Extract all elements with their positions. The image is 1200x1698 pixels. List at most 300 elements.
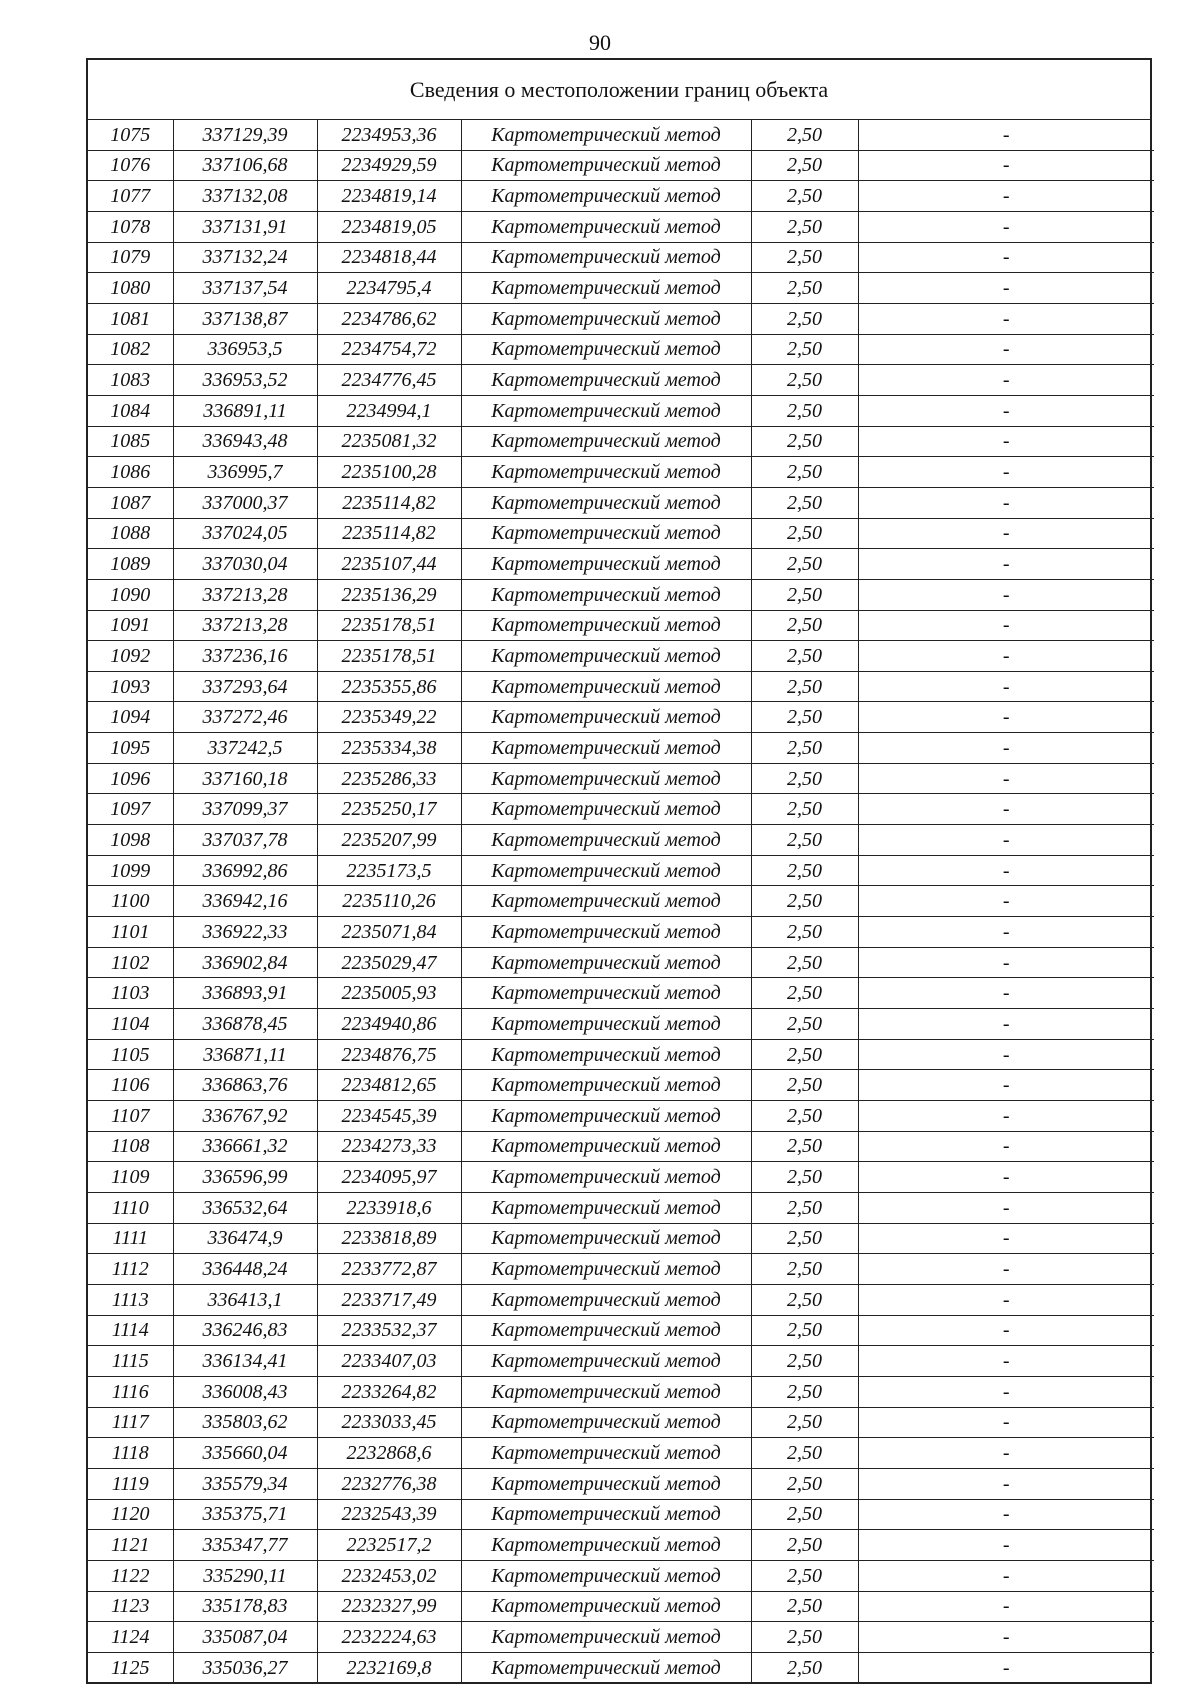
x-coordinate-cell: 335660,04: [173, 1438, 317, 1469]
x-coordinate-cell: 336992,86: [173, 855, 317, 886]
method-cell: Картометрический метод: [461, 487, 751, 518]
description-cell: -: [858, 733, 1154, 764]
description-cell: -: [858, 395, 1154, 426]
point-number-cell: 1098: [88, 825, 173, 856]
method-cell: Картометрический метод: [461, 733, 751, 764]
point-number-cell: 1120: [88, 1499, 173, 1530]
y-coordinate-cell: 2235334,38: [317, 733, 461, 764]
y-coordinate-cell: 2234819,05: [317, 211, 461, 242]
description-cell: -: [858, 1560, 1154, 1591]
point-number-cell: 1080: [88, 273, 173, 304]
method-cell: Картометрический метод: [461, 303, 751, 334]
table-row: [88, 1009, 1154, 1040]
method-cell: Картометрический метод: [461, 825, 751, 856]
description-cell: -: [858, 1315, 1154, 1346]
table-row: [88, 610, 1154, 641]
y-coordinate-cell: 2232776,38: [317, 1468, 461, 1499]
table-row: [88, 1499, 1154, 1530]
table-row: [88, 763, 1154, 794]
x-coordinate-cell: 336246,83: [173, 1315, 317, 1346]
description-cell: -: [858, 917, 1154, 948]
point-number-cell: 1084: [88, 395, 173, 426]
x-coordinate-cell: 337000,37: [173, 487, 317, 518]
y-coordinate-cell: 2234876,75: [317, 1039, 461, 1070]
x-coordinate-cell: 337137,54: [173, 273, 317, 304]
accuracy-cell: 2,50: [751, 395, 858, 426]
table-row: [88, 1192, 1154, 1223]
table-row: [88, 334, 1154, 365]
x-coordinate-cell: 337037,78: [173, 825, 317, 856]
point-number-cell: 1086: [88, 457, 173, 488]
table-row: [88, 886, 1154, 917]
accuracy-cell: 2,50: [751, 518, 858, 549]
method-cell: Картометрический метод: [461, 273, 751, 304]
y-coordinate-cell: 2235071,84: [317, 917, 461, 948]
y-coordinate-cell: 2234819,14: [317, 181, 461, 212]
y-coordinate-cell: 2235286,33: [317, 763, 461, 794]
point-number-cell: 1113: [88, 1284, 173, 1315]
table-row: [88, 671, 1154, 702]
accuracy-cell: 2,50: [751, 641, 858, 672]
method-cell: Картометрический метод: [461, 150, 751, 181]
table-row: [88, 917, 1154, 948]
point-number-cell: 1089: [88, 549, 173, 580]
accuracy-cell: 2,50: [751, 1315, 858, 1346]
x-coordinate-cell: 336596,99: [173, 1162, 317, 1193]
method-cell: Картометрический метод: [461, 1652, 751, 1682]
point-number-cell: 1076: [88, 150, 173, 181]
description-cell: -: [858, 855, 1154, 886]
point-number-cell: 1116: [88, 1376, 173, 1407]
x-coordinate-cell: 336413,1: [173, 1284, 317, 1315]
accuracy-cell: 2,50: [751, 917, 858, 948]
x-coordinate-cell: 336448,24: [173, 1254, 317, 1285]
point-number-cell: 1081: [88, 303, 173, 334]
x-coordinate-cell: 336922,33: [173, 917, 317, 948]
method-cell: Картометрический метод: [461, 1315, 751, 1346]
table-row: [88, 365, 1154, 396]
description-cell: -: [858, 702, 1154, 733]
point-number-cell: 1083: [88, 365, 173, 396]
y-coordinate-cell: 2235207,99: [317, 825, 461, 856]
coordinates-table: [88, 120, 1154, 1682]
description-cell: -: [858, 1438, 1154, 1469]
table-row: [88, 120, 1154, 150]
method-cell: Картометрический метод: [461, 1192, 751, 1223]
point-number-cell: 1107: [88, 1101, 173, 1132]
y-coordinate-cell: 2235355,86: [317, 671, 461, 702]
x-coordinate-cell: 337030,04: [173, 549, 317, 580]
point-number-cell: 1102: [88, 947, 173, 978]
description-cell: -: [858, 794, 1154, 825]
method-cell: Картометрический метод: [461, 1591, 751, 1622]
accuracy-cell: 2,50: [751, 1070, 858, 1101]
y-coordinate-cell: 2233264,82: [317, 1376, 461, 1407]
description-cell: -: [858, 1346, 1154, 1377]
table-row: [88, 794, 1154, 825]
y-coordinate-cell: 2232517,2: [317, 1530, 461, 1561]
method-cell: Картометрический метод: [461, 1223, 751, 1254]
description-cell: -: [858, 1499, 1154, 1530]
table-row: [88, 1591, 1154, 1622]
accuracy-cell: 2,50: [751, 1407, 858, 1438]
x-coordinate-cell: 336532,64: [173, 1192, 317, 1223]
table-row: [88, 1254, 1154, 1285]
accuracy-cell: 2,50: [751, 365, 858, 396]
table-row: [88, 825, 1154, 856]
description-cell: -: [858, 1223, 1154, 1254]
accuracy-cell: 2,50: [751, 763, 858, 794]
point-number-cell: 1087: [88, 487, 173, 518]
description-cell: -: [858, 273, 1154, 304]
x-coordinate-cell: 336942,16: [173, 886, 317, 917]
description-cell: -: [858, 518, 1154, 549]
x-coordinate-cell: 336943,48: [173, 426, 317, 457]
description-cell: -: [858, 1407, 1154, 1438]
accuracy-cell: 2,50: [751, 1622, 858, 1653]
description-cell: -: [858, 150, 1154, 181]
method-cell: Картометрический метод: [461, 1162, 751, 1193]
method-cell: Картометрический метод: [461, 641, 751, 672]
accuracy-cell: 2,50: [751, 855, 858, 886]
point-number-cell: 1123: [88, 1591, 173, 1622]
method-cell: Картометрический метод: [461, 610, 751, 641]
point-number-cell: 1079: [88, 242, 173, 273]
x-coordinate-cell: 335036,27: [173, 1652, 317, 1682]
y-coordinate-cell: 2235005,93: [317, 978, 461, 1009]
description-cell: -: [858, 763, 1154, 794]
table-row: [88, 273, 1154, 304]
method-cell: Картометрический метод: [461, 1468, 751, 1499]
y-coordinate-cell: 2232169,8: [317, 1652, 461, 1682]
point-number-cell: 1078: [88, 211, 173, 242]
y-coordinate-cell: 2234095,97: [317, 1162, 461, 1193]
description-cell: -: [858, 579, 1154, 610]
accuracy-cell: 2,50: [751, 1162, 858, 1193]
method-cell: Картометрический метод: [461, 1101, 751, 1132]
accuracy-cell: 2,50: [751, 211, 858, 242]
accuracy-cell: 2,50: [751, 1131, 858, 1162]
description-cell: -: [858, 426, 1154, 457]
y-coordinate-cell: 2235349,22: [317, 702, 461, 733]
y-coordinate-cell: 2235081,32: [317, 426, 461, 457]
method-cell: Картометрический метод: [461, 1407, 751, 1438]
point-number-cell: 1109: [88, 1162, 173, 1193]
table-row: [88, 579, 1154, 610]
table-row: [88, 1468, 1154, 1499]
x-coordinate-cell: 337242,5: [173, 733, 317, 764]
table-row: [88, 1131, 1154, 1162]
accuracy-cell: 2,50: [751, 242, 858, 273]
x-coordinate-cell: 336902,84: [173, 947, 317, 978]
description-cell: -: [858, 1376, 1154, 1407]
table-row: [88, 1346, 1154, 1377]
description-cell: -: [858, 1254, 1154, 1285]
table-row: [88, 1223, 1154, 1254]
y-coordinate-cell: 2234953,36: [317, 120, 461, 150]
y-coordinate-cell: 2235178,51: [317, 641, 461, 672]
accuracy-cell: 2,50: [751, 1009, 858, 1040]
x-coordinate-cell: 337132,24: [173, 242, 317, 273]
point-number-cell: 1125: [88, 1652, 173, 1682]
accuracy-cell: 2,50: [751, 150, 858, 181]
point-number-cell: 1090: [88, 579, 173, 610]
point-number-cell: 1094: [88, 702, 173, 733]
y-coordinate-cell: 2234273,33: [317, 1131, 461, 1162]
method-cell: Картометрический метод: [461, 579, 751, 610]
y-coordinate-cell: 2235110,26: [317, 886, 461, 917]
point-number-cell: 1103: [88, 978, 173, 1009]
x-coordinate-cell: 336134,41: [173, 1346, 317, 1377]
point-number-cell: 1124: [88, 1622, 173, 1653]
y-coordinate-cell: 2233033,45: [317, 1407, 461, 1438]
table-row: [88, 1315, 1154, 1346]
description-cell: -: [858, 1468, 1154, 1499]
y-coordinate-cell: 2234754,72: [317, 334, 461, 365]
page-number: 90: [589, 30, 611, 55]
y-coordinate-cell: 2234929,59: [317, 150, 461, 181]
x-coordinate-cell: 335579,34: [173, 1468, 317, 1499]
accuracy-cell: 2,50: [751, 733, 858, 764]
x-coordinate-cell: 337099,37: [173, 794, 317, 825]
table-row: [88, 1622, 1154, 1653]
accuracy-cell: 2,50: [751, 947, 858, 978]
table-row: [88, 1070, 1154, 1101]
method-cell: Картометрический метод: [461, 1346, 751, 1377]
y-coordinate-cell: 2232327,99: [317, 1591, 461, 1622]
point-number-cell: 1096: [88, 763, 173, 794]
x-coordinate-cell: 336878,45: [173, 1009, 317, 1040]
description-cell: -: [858, 641, 1154, 672]
table-row: [88, 947, 1154, 978]
description-cell: -: [858, 1284, 1154, 1315]
description-cell: -: [858, 1162, 1154, 1193]
description-cell: -: [858, 181, 1154, 212]
method-cell: Картометрический метод: [461, 181, 751, 212]
table-row: [88, 211, 1154, 242]
method-cell: Картометрический метод: [461, 365, 751, 396]
description-cell: -: [858, 1192, 1154, 1223]
description-cell: -: [858, 365, 1154, 396]
y-coordinate-cell: 2235114,82: [317, 518, 461, 549]
description-cell: -: [858, 457, 1154, 488]
accuracy-cell: 2,50: [751, 1284, 858, 1315]
point-number-cell: 1104: [88, 1009, 173, 1040]
y-coordinate-cell: 2233532,37: [317, 1315, 461, 1346]
x-coordinate-cell: 337132,08: [173, 181, 317, 212]
method-cell: Картометрический метод: [461, 1376, 751, 1407]
description-cell: -: [858, 487, 1154, 518]
table-row: [88, 303, 1154, 334]
y-coordinate-cell: 2234776,45: [317, 365, 461, 396]
accuracy-cell: 2,50: [751, 1039, 858, 1070]
accuracy-cell: 2,50: [751, 794, 858, 825]
y-coordinate-cell: 2235114,82: [317, 487, 461, 518]
x-coordinate-cell: 337293,64: [173, 671, 317, 702]
point-number-cell: 1111: [88, 1223, 173, 1254]
method-cell: Картометрический метод: [461, 549, 751, 580]
method-cell: Картометрический метод: [461, 457, 751, 488]
table-row: [88, 1530, 1154, 1561]
accuracy-cell: 2,50: [751, 549, 858, 580]
x-coordinate-cell: 337131,91: [173, 211, 317, 242]
table-row: [88, 1101, 1154, 1132]
y-coordinate-cell: 2234812,65: [317, 1070, 461, 1101]
point-number-cell: 1095: [88, 733, 173, 764]
table-row: [88, 549, 1154, 580]
x-coordinate-cell: 337213,28: [173, 579, 317, 610]
method-cell: Картометрический метод: [461, 1530, 751, 1561]
table-row: [88, 518, 1154, 549]
accuracy-cell: 2,50: [751, 1101, 858, 1132]
y-coordinate-cell: 2234795,4: [317, 273, 461, 304]
y-coordinate-cell: 2235107,44: [317, 549, 461, 580]
table-row: [88, 1407, 1154, 1438]
table-row: [88, 487, 1154, 518]
method-cell: Картометрический метод: [461, 1131, 751, 1162]
accuracy-cell: 2,50: [751, 886, 858, 917]
x-coordinate-cell: 336767,92: [173, 1101, 317, 1132]
method-cell: Картометрический метод: [461, 763, 751, 794]
description-cell: -: [858, 1652, 1154, 1682]
y-coordinate-cell: 2233918,6: [317, 1192, 461, 1223]
x-coordinate-cell: 336871,11: [173, 1039, 317, 1070]
method-cell: Картометрический метод: [461, 1622, 751, 1653]
description-cell: -: [858, 886, 1154, 917]
method-cell: Картометрический метод: [461, 1009, 751, 1040]
point-number-cell: 1110: [88, 1192, 173, 1223]
x-coordinate-cell: 337129,39: [173, 120, 317, 150]
accuracy-cell: 2,50: [751, 978, 858, 1009]
point-number-cell: 1099: [88, 855, 173, 886]
table-row: [88, 855, 1154, 886]
x-coordinate-cell: 337138,87: [173, 303, 317, 334]
description-cell: -: [858, 1039, 1154, 1070]
y-coordinate-cell: 2235173,5: [317, 855, 461, 886]
x-coordinate-cell: 335087,04: [173, 1622, 317, 1653]
accuracy-cell: 2,50: [751, 1376, 858, 1407]
point-number-cell: 1121: [88, 1530, 173, 1561]
x-coordinate-cell: 335290,11: [173, 1560, 317, 1591]
point-number-cell: 1088: [88, 518, 173, 549]
point-number-cell: 1100: [88, 886, 173, 917]
point-number-cell: 1106: [88, 1070, 173, 1101]
y-coordinate-cell: 2234545,39: [317, 1101, 461, 1132]
accuracy-cell: 2,50: [751, 1530, 858, 1561]
point-number-cell: 1105: [88, 1039, 173, 1070]
method-cell: Картометрический метод: [461, 1284, 751, 1315]
table-row: [88, 978, 1154, 1009]
accuracy-cell: 2,50: [751, 120, 858, 150]
description-cell: -: [858, 978, 1154, 1009]
method-cell: Картометрический метод: [461, 395, 751, 426]
method-cell: Картометрический метод: [461, 211, 751, 242]
y-coordinate-cell: 2235178,51: [317, 610, 461, 641]
accuracy-cell: 2,50: [751, 303, 858, 334]
x-coordinate-cell: 336863,76: [173, 1070, 317, 1101]
accuracy-cell: 2,50: [751, 487, 858, 518]
table-title: Сведения о местоположении границ объекта: [88, 60, 1150, 120]
y-coordinate-cell: 2235250,17: [317, 794, 461, 825]
description-cell: -: [858, 1622, 1154, 1653]
description-cell: -: [858, 242, 1154, 273]
accuracy-cell: 2,50: [751, 1223, 858, 1254]
x-coordinate-cell: 336995,7: [173, 457, 317, 488]
y-coordinate-cell: 2235029,47: [317, 947, 461, 978]
description-cell: -: [858, 334, 1154, 365]
y-coordinate-cell: 2235100,28: [317, 457, 461, 488]
point-number-cell: 1101: [88, 917, 173, 948]
point-number-cell: 1082: [88, 334, 173, 365]
x-coordinate-cell: 336008,43: [173, 1376, 317, 1407]
x-coordinate-cell: 337160,18: [173, 763, 317, 794]
point-number-cell: 1112: [88, 1254, 173, 1285]
x-coordinate-cell: 337213,28: [173, 610, 317, 641]
table-row: [88, 426, 1154, 457]
method-cell: Картометрический метод: [461, 1070, 751, 1101]
point-number-cell: 1115: [88, 1346, 173, 1377]
point-number-cell: 1108: [88, 1131, 173, 1162]
y-coordinate-cell: 2232224,63: [317, 1622, 461, 1653]
x-coordinate-cell: 335375,71: [173, 1499, 317, 1530]
description-cell: -: [858, 825, 1154, 856]
table-row: [88, 1652, 1154, 1682]
accuracy-cell: 2,50: [751, 579, 858, 610]
table-row: [88, 181, 1154, 212]
accuracy-cell: 2,50: [751, 1499, 858, 1530]
accuracy-cell: 2,50: [751, 1438, 858, 1469]
x-coordinate-cell: 336661,32: [173, 1131, 317, 1162]
accuracy-cell: 2,50: [751, 1254, 858, 1285]
description-cell: -: [858, 303, 1154, 334]
accuracy-cell: 2,50: [751, 825, 858, 856]
description-cell: -: [858, 947, 1154, 978]
accuracy-cell: 2,50: [751, 671, 858, 702]
accuracy-cell: 2,50: [751, 1468, 858, 1499]
description-cell: -: [858, 120, 1154, 150]
table-row: [88, 1560, 1154, 1591]
x-coordinate-cell: 336953,5: [173, 334, 317, 365]
method-cell: Картометрический метод: [461, 702, 751, 733]
accuracy-cell: 2,50: [751, 273, 858, 304]
y-coordinate-cell: 2234994,1: [317, 395, 461, 426]
point-number-cell: 1114: [88, 1315, 173, 1346]
table-row: [88, 1376, 1154, 1407]
description-cell: -: [858, 1070, 1154, 1101]
accuracy-cell: 2,50: [751, 426, 858, 457]
x-coordinate-cell: 336893,91: [173, 978, 317, 1009]
x-coordinate-cell: 337106,68: [173, 150, 317, 181]
x-coordinate-cell: 335178,83: [173, 1591, 317, 1622]
accuracy-cell: 2,50: [751, 1560, 858, 1591]
y-coordinate-cell: 2233407,03: [317, 1346, 461, 1377]
x-coordinate-cell: 337236,16: [173, 641, 317, 672]
description-cell: -: [858, 1530, 1154, 1561]
table-row: [88, 1438, 1154, 1469]
y-coordinate-cell: 2233818,89: [317, 1223, 461, 1254]
point-number-cell: 1092: [88, 641, 173, 672]
method-cell: Картометрический метод: [461, 1438, 751, 1469]
point-number-cell: 1093: [88, 671, 173, 702]
table-row: [88, 150, 1154, 181]
point-number-cell: 1075: [110, 123, 151, 146]
method-cell: Картометрический метод: [461, 518, 751, 549]
method-cell: Картометрический метод: [461, 671, 751, 702]
method-cell: Картометрический метод: [461, 947, 751, 978]
method-cell: Картометрический метод: [461, 1499, 751, 1530]
x-coordinate-cell: 337024,05: [173, 518, 317, 549]
method-cell: Картометрический метод: [461, 426, 751, 457]
